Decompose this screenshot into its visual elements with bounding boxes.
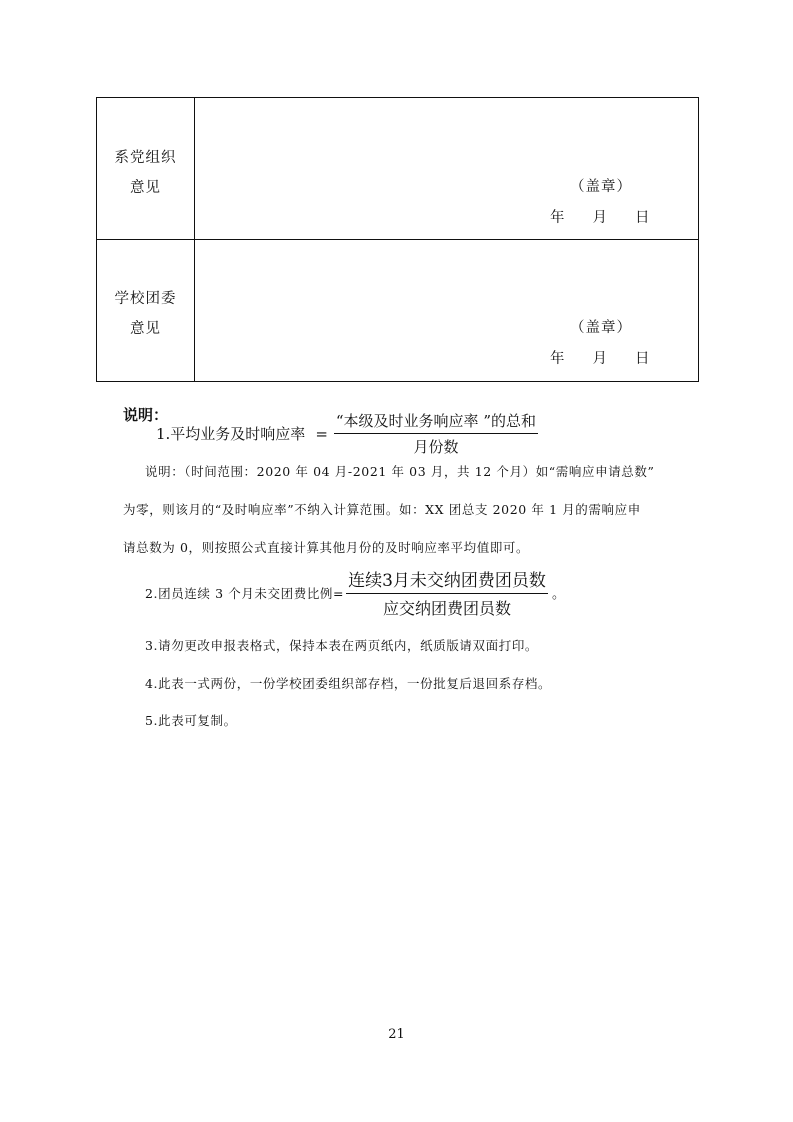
opinion-input-area[interactable] (195, 98, 698, 239)
label-cell (97, 98, 195, 239)
note-item-5: 5.此表可复制。 (145, 713, 237, 728)
formula-unpaid-dues-ratio (145, 566, 566, 619)
formula2-denominator: 应交纳团费团员数 (383, 599, 512, 618)
page-number: 21 (388, 1027, 405, 1042)
row-label-sub: 意见 (130, 321, 161, 337)
explain-line-2: 为零，则该月的“及时响应率”不纳入计算范围。如：XX 团总支 2020 年 1 月的需响应申 (123, 502, 641, 517)
date-month: 月 (592, 210, 607, 226)
formula1-fraction (334, 410, 538, 457)
table-row-party-opinion (97, 98, 698, 240)
date-month: 月 (592, 351, 607, 367)
note-item-4: 4.此表一式两份，一份学校团委组织部存档，一份批复后退回系存档。 (145, 676, 552, 691)
formula1-denominator: 月份数 (413, 438, 459, 456)
row-label: 系党组织 (114, 150, 177, 166)
formula1-lhs: 1.平均业务及时响应率 (156, 425, 306, 443)
explain-line-1: 说明：（时间范围：2020 年 04 月-2021 年 03 月，共 12 个月）如“需响应申请总数” (145, 464, 655, 479)
formula1-numerator: “本级及时业务响应率 ”的总和 (334, 410, 538, 434)
seal-label: （盖章） (570, 320, 632, 336)
opinion-input-area[interactable] (195, 240, 698, 381)
explain-line-3: 请总数为 0，则按照公式直接计算其他月份的及时响应率平均值即可。 (123, 540, 530, 555)
row-label-sub: 意见 (130, 180, 161, 196)
formula1-equals: = (315, 424, 328, 443)
label-cell (97, 240, 195, 381)
row-label: 学校团委 (114, 291, 177, 307)
date-day: 日 (635, 210, 650, 226)
date-year: 年 (550, 351, 565, 367)
approval-form-table (96, 97, 699, 382)
note-item-3: 3.请勿更改申报表格式，保持本表在两页纸内，纸质版请双面打印。 (145, 638, 539, 653)
table-row-league-opinion (97, 240, 698, 381)
formula-average-response-rate (156, 410, 538, 457)
date-year: 年 (550, 210, 565, 226)
formula2-fraction (346, 566, 548, 619)
notes-title: 说明： (123, 406, 169, 424)
date-day: 日 (635, 351, 650, 367)
date-line (550, 206, 650, 227)
formula2-numerator: 连续3月未交纳团费团员数 (346, 566, 548, 594)
formula2-lhs: 2.团员连续 3 个月未交团费比例= (145, 585, 345, 601)
date-line (550, 347, 650, 368)
formula2-period: 。 (551, 587, 566, 602)
seal-label: （盖章） (570, 179, 632, 195)
